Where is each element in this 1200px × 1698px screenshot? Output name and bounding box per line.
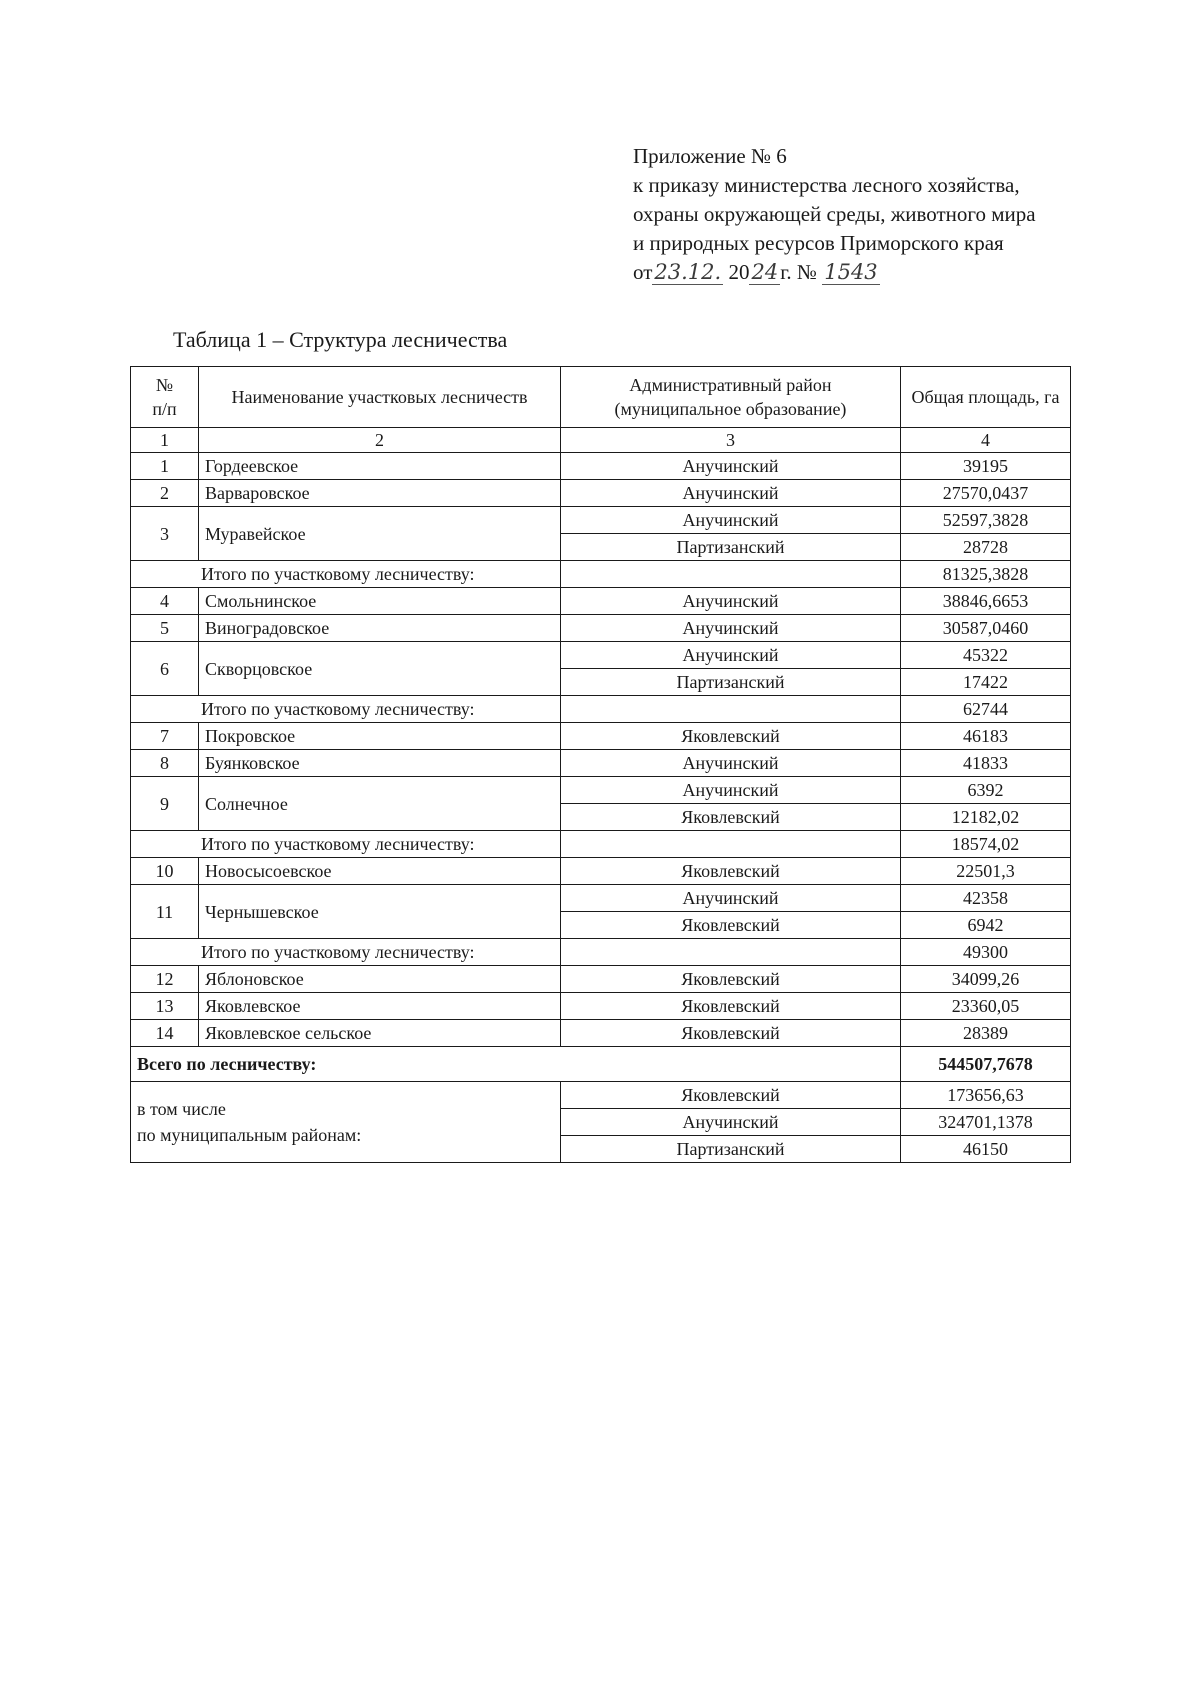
including-row [131, 1082, 1071, 1109]
district-name: Анучинский [561, 750, 901, 777]
including-label [131, 1082, 561, 1163]
column-number: 4 [901, 428, 1071, 453]
appendix-region-line: и природных ресурсов Приморского края [633, 231, 1004, 255]
subtotal-row [131, 696, 1071, 723]
district-name: Анучинский [561, 885, 901, 912]
grand-total-row [131, 1047, 1071, 1082]
district-name: Яковлевский [561, 1020, 901, 1047]
including-label-line: в том числе [137, 1099, 226, 1119]
area-value: 27570,0437 [901, 480, 1071, 507]
forestry-name: Скворцовское [199, 642, 561, 696]
area-value: 42358 [901, 885, 1071, 912]
table-row [131, 507, 1071, 534]
area-value: 324701,1378 [901, 1109, 1071, 1136]
subtotal-label: Итого по участковому лесничеству: [131, 696, 561, 723]
table-row [131, 723, 1071, 750]
table-row [131, 1020, 1071, 1047]
district-name: Партизанский [561, 534, 901, 561]
area-value: 41833 [901, 750, 1071, 777]
subtotal-row [131, 939, 1071, 966]
grand-total-label: Всего по лесничеству: [131, 1047, 901, 1082]
district-name: Яковлевский [561, 993, 901, 1020]
area-value: 39195 [901, 453, 1071, 480]
table-row [131, 885, 1071, 912]
row-number: 7 [131, 723, 199, 750]
area-value: 30587,0460 [901, 615, 1071, 642]
appendix-title: Приложение № 6 [633, 144, 787, 168]
forestry-structure-table [130, 366, 1071, 1163]
forestry-name: Муравейское [199, 507, 561, 561]
grand-total-area: 544507,7678 [901, 1047, 1071, 1082]
header-area: Общая площадь, га [901, 367, 1071, 428]
row-number: 14 [131, 1020, 199, 1047]
row-number: 9 [131, 777, 199, 831]
area-value: 38846,6653 [901, 588, 1071, 615]
row-number: 1 [131, 453, 199, 480]
subtotal-label: Итого по участковому лесничеству: [131, 561, 561, 588]
table-row [131, 480, 1071, 507]
date-prefix: от [633, 260, 653, 284]
empty-cell [561, 831, 901, 858]
forestry-name: Гордеевское [199, 453, 561, 480]
column-number: 3 [561, 428, 901, 453]
area-value: 6392 [901, 777, 1071, 804]
forestry-name: Новосысоевское [199, 858, 561, 885]
handwritten-date: 23.12. [654, 260, 722, 284]
handwritten-year: 24 [751, 260, 779, 284]
forestry-name: Варваровское [199, 480, 561, 507]
forestry-name: Яковлевское сельское [199, 1020, 561, 1047]
district-name: Партизанский [561, 669, 901, 696]
table-title: Таблица 1 – Структура лесничества [173, 327, 508, 352]
forestry-name: Виноградовское [199, 615, 561, 642]
number-prefix: г. № [780, 260, 817, 284]
area-value: 52597,3828 [901, 507, 1071, 534]
subtotal-row [131, 831, 1071, 858]
column-number: 1 [131, 428, 199, 453]
subtotal-area: 49300 [901, 939, 1071, 966]
row-number: 6 [131, 642, 199, 696]
subtotal-label: Итого по участковому лесничеству: [131, 831, 561, 858]
area-value: 28728 [901, 534, 1071, 561]
table-row [131, 858, 1071, 885]
table-row [131, 750, 1071, 777]
district-name: Яковлевский [561, 966, 901, 993]
subtotal-row [131, 561, 1071, 588]
table-row [131, 966, 1071, 993]
table-row [131, 993, 1071, 1020]
area-value: 12182,02 [901, 804, 1071, 831]
row-number: 12 [131, 966, 199, 993]
subtotal-area: 62744 [901, 696, 1071, 723]
table-header-row [131, 367, 1071, 428]
empty-cell [561, 939, 901, 966]
column-number: 2 [199, 428, 561, 453]
district-name: Анучинский [561, 642, 901, 669]
subtotal-area: 81325,3828 [901, 561, 1071, 588]
area-value: 17422 [901, 669, 1071, 696]
empty-cell [561, 561, 901, 588]
district-name: Анучинский [561, 480, 901, 507]
table-row [131, 615, 1071, 642]
area-value: 45322 [901, 642, 1071, 669]
appendix-header [633, 142, 1093, 287]
district-name: Яковлевский [561, 1082, 901, 1109]
district-name: Анучинский [561, 1109, 901, 1136]
district-name: Яковлевский [561, 804, 901, 831]
district-name: Яковлевский [561, 858, 901, 885]
row-number: 3 [131, 507, 199, 561]
forestry-name: Смольнинское [199, 588, 561, 615]
appendix-ministry-line: охраны окружающей среды, животного мира [633, 202, 1036, 226]
handwritten-order-number: 1543 [824, 260, 878, 284]
row-number: 10 [131, 858, 199, 885]
row-number: 5 [131, 615, 199, 642]
district-name: Анучинский [561, 507, 901, 534]
header-district: Административный район (муниципальное образование) [561, 367, 901, 428]
area-value: 46150 [901, 1136, 1071, 1163]
table-row [131, 453, 1071, 480]
row-number: 4 [131, 588, 199, 615]
area-value: 23360,05 [901, 993, 1071, 1020]
column-number-row [131, 428, 1071, 453]
including-label-line: по муниципальным районам: [137, 1125, 362, 1145]
district-name: Анучинский [561, 615, 901, 642]
forestry-name: Буянковское [199, 750, 561, 777]
area-value: 34099,26 [901, 966, 1071, 993]
forestry-name: Яковлевское [199, 993, 561, 1020]
row-number: 13 [131, 993, 199, 1020]
area-value: 6942 [901, 912, 1071, 939]
forestry-name: Чернышевское [199, 885, 561, 939]
row-number: 2 [131, 480, 199, 507]
empty-cell [561, 696, 901, 723]
header-number: № п/п [131, 367, 199, 428]
table-row [131, 588, 1071, 615]
forestry-name: Солнечное [199, 777, 561, 831]
row-number: 8 [131, 750, 199, 777]
area-value: 46183 [901, 723, 1071, 750]
table-row [131, 642, 1071, 669]
district-name: Анучинский [561, 588, 901, 615]
year-prefix: 20 [728, 260, 750, 284]
area-value: 173656,63 [901, 1082, 1071, 1109]
subtotal-area: 18574,02 [901, 831, 1071, 858]
row-number: 11 [131, 885, 199, 939]
district-name: Партизанский [561, 1136, 901, 1163]
area-value: 28389 [901, 1020, 1071, 1047]
district-name: Анучинский [561, 453, 901, 480]
district-name: Анучинский [561, 777, 901, 804]
district-name: Яковлевский [561, 912, 901, 939]
subtotal-label: Итого по участковому лесничеству: [131, 939, 561, 966]
forestry-name: Яблоновское [199, 966, 561, 993]
appendix-date-line [633, 258, 1093, 287]
table-row [131, 777, 1071, 804]
forestry-name: Покровское [199, 723, 561, 750]
appendix-order-line: к приказу министерства лесного хозяйства, [633, 173, 1020, 197]
district-name: Яковлевский [561, 723, 901, 750]
area-value: 22501,3 [901, 858, 1071, 885]
header-name: Наименование участковых лесничеств [199, 367, 561, 428]
